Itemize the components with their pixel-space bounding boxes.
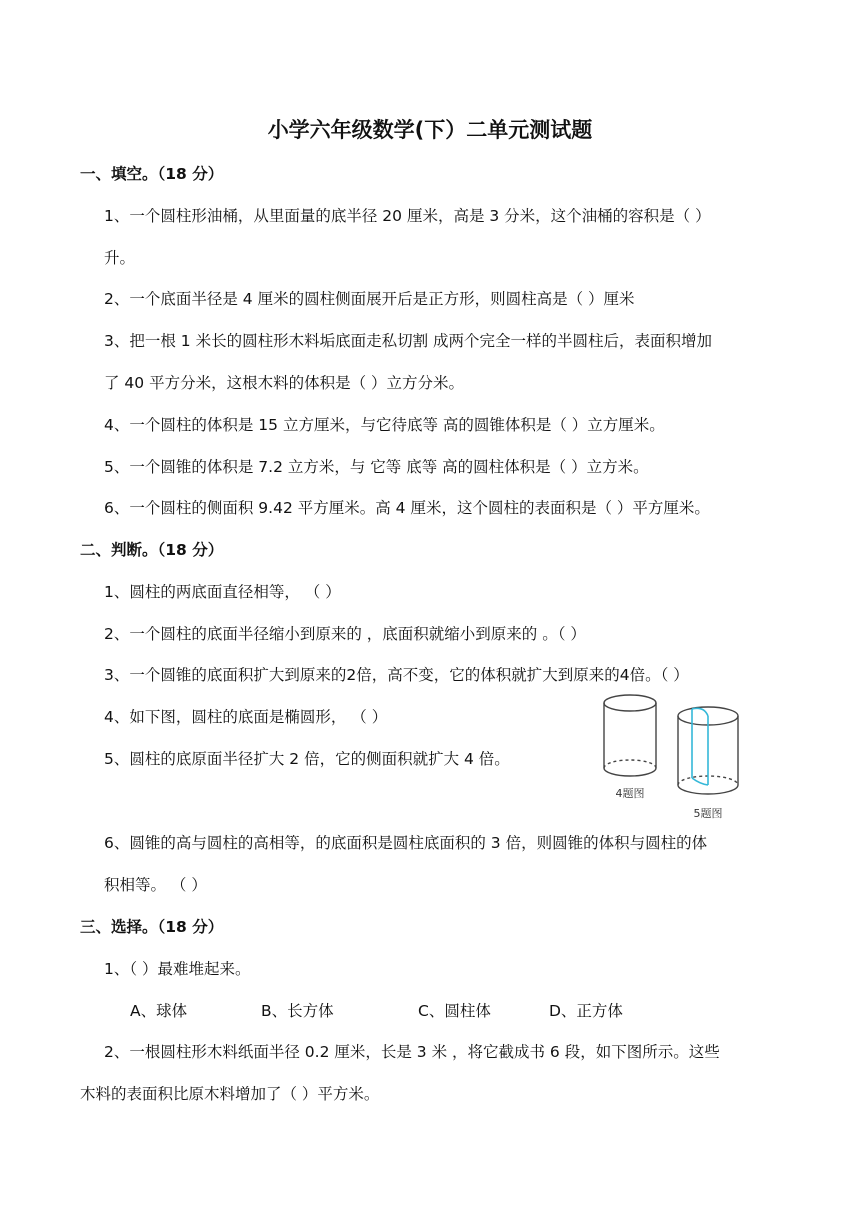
choice-option-d: D、正方体 xyxy=(549,1002,623,1020)
choice-question-1: 1、（ ）最难堆起来。 xyxy=(104,960,251,978)
choice-option-a: A、球体 xyxy=(130,1002,188,1020)
judge-question-1: 1、圆柱的两底面直径相等， （ ） xyxy=(104,583,341,601)
choice-option-b: B、长方体 xyxy=(261,1002,334,1020)
fill-question-3: 3、把一根 1 米长的圆柱形木料垢底面走私切割 成两个完全一样的半圆柱后，表面积增加 xyxy=(104,332,713,350)
fill-question-1-cont: 升。 xyxy=(104,249,136,267)
section-choice-heading: 三、选择。（18 分） xyxy=(80,918,224,936)
choice-question-2: 2、一根圆柱形木料纸面半径 0.2 厘米，长是 3 米 ，将它截成书 6 段，如下图所示。这些 xyxy=(104,1043,720,1061)
judge-question-5: 5、圆柱的底原面半径扩大 2 倍，它的侧面积就扩大 4 倍。 xyxy=(104,750,510,768)
judge-question-4: 4、如下图，圆柱的底面是椭圆形， （ ） xyxy=(104,708,388,726)
judge-question-6: 6、圆锥的高与圆柱的高相等，的底面积是圆柱底面积的 3 倍，则圆锥的体积与圆柱的体 xyxy=(104,834,708,852)
choice-option-c: C、圆柱体 xyxy=(418,1002,491,1020)
section-fill-heading: 一、填空。（18 分） xyxy=(80,165,224,183)
figure-4-caption: 4题图 xyxy=(615,787,645,800)
figure-5-caption: 5题图 xyxy=(693,807,723,820)
judge-question-2: 2、一个圆柱的底面半径缩小到原来的 ，底面积就缩小到原来的 。（ ） xyxy=(104,625,586,643)
cylinder-figures xyxy=(592,690,782,830)
fill-question-2: 2、一个底面半径是 4 厘米的圆柱侧面展开后是正方形，则圆柱高是（ ）厘米 xyxy=(104,290,635,308)
figure-5-cut-highlight xyxy=(692,708,708,785)
fill-question-5: 5、一个圆锥的体积是 7.2 立方米，与 它等 底等 高的圆柱体积是（ ）立方米。 xyxy=(104,458,649,476)
judge-question-6-cont: 积相等。 （ ） xyxy=(104,876,207,894)
section-judge-heading: 二、判断。（18 分） xyxy=(80,541,224,559)
fill-question-1: 1、一个圆柱形油桶，从里面量的底半径 20 厘米，高是 3 分米，这个油桶的容积是（ ） xyxy=(104,207,711,225)
fill-question-6: 6、一个圆柱的侧面积 9.42 平方厘米。高 4 厘米，这个圆柱的表面积是（ ）平方厘米。 xyxy=(104,499,710,517)
judge-question-3: 3、一个圆锥的底面积扩大到原来的2倍，高不变，它的体积就扩大到原来的4倍。（ ） xyxy=(104,666,689,684)
page-title: 小学六年级数学(下）二单元测试题 xyxy=(267,118,593,142)
fill-question-4: 4、一个圆柱的体积是 15 立方厘米，与它待底等 高的圆锥体积是（ ）立方厘米。 xyxy=(104,416,665,434)
cylinder-figures-svg xyxy=(592,690,782,830)
fill-question-3-cont: 了 40 平方分米，这根木料的体积是（ ）立方分米。 xyxy=(104,374,465,392)
choice-question-2-cont: 木料的表面积比原木料增加了（ ）平方米。 xyxy=(80,1085,380,1103)
figure-4-cylinder xyxy=(604,695,656,776)
